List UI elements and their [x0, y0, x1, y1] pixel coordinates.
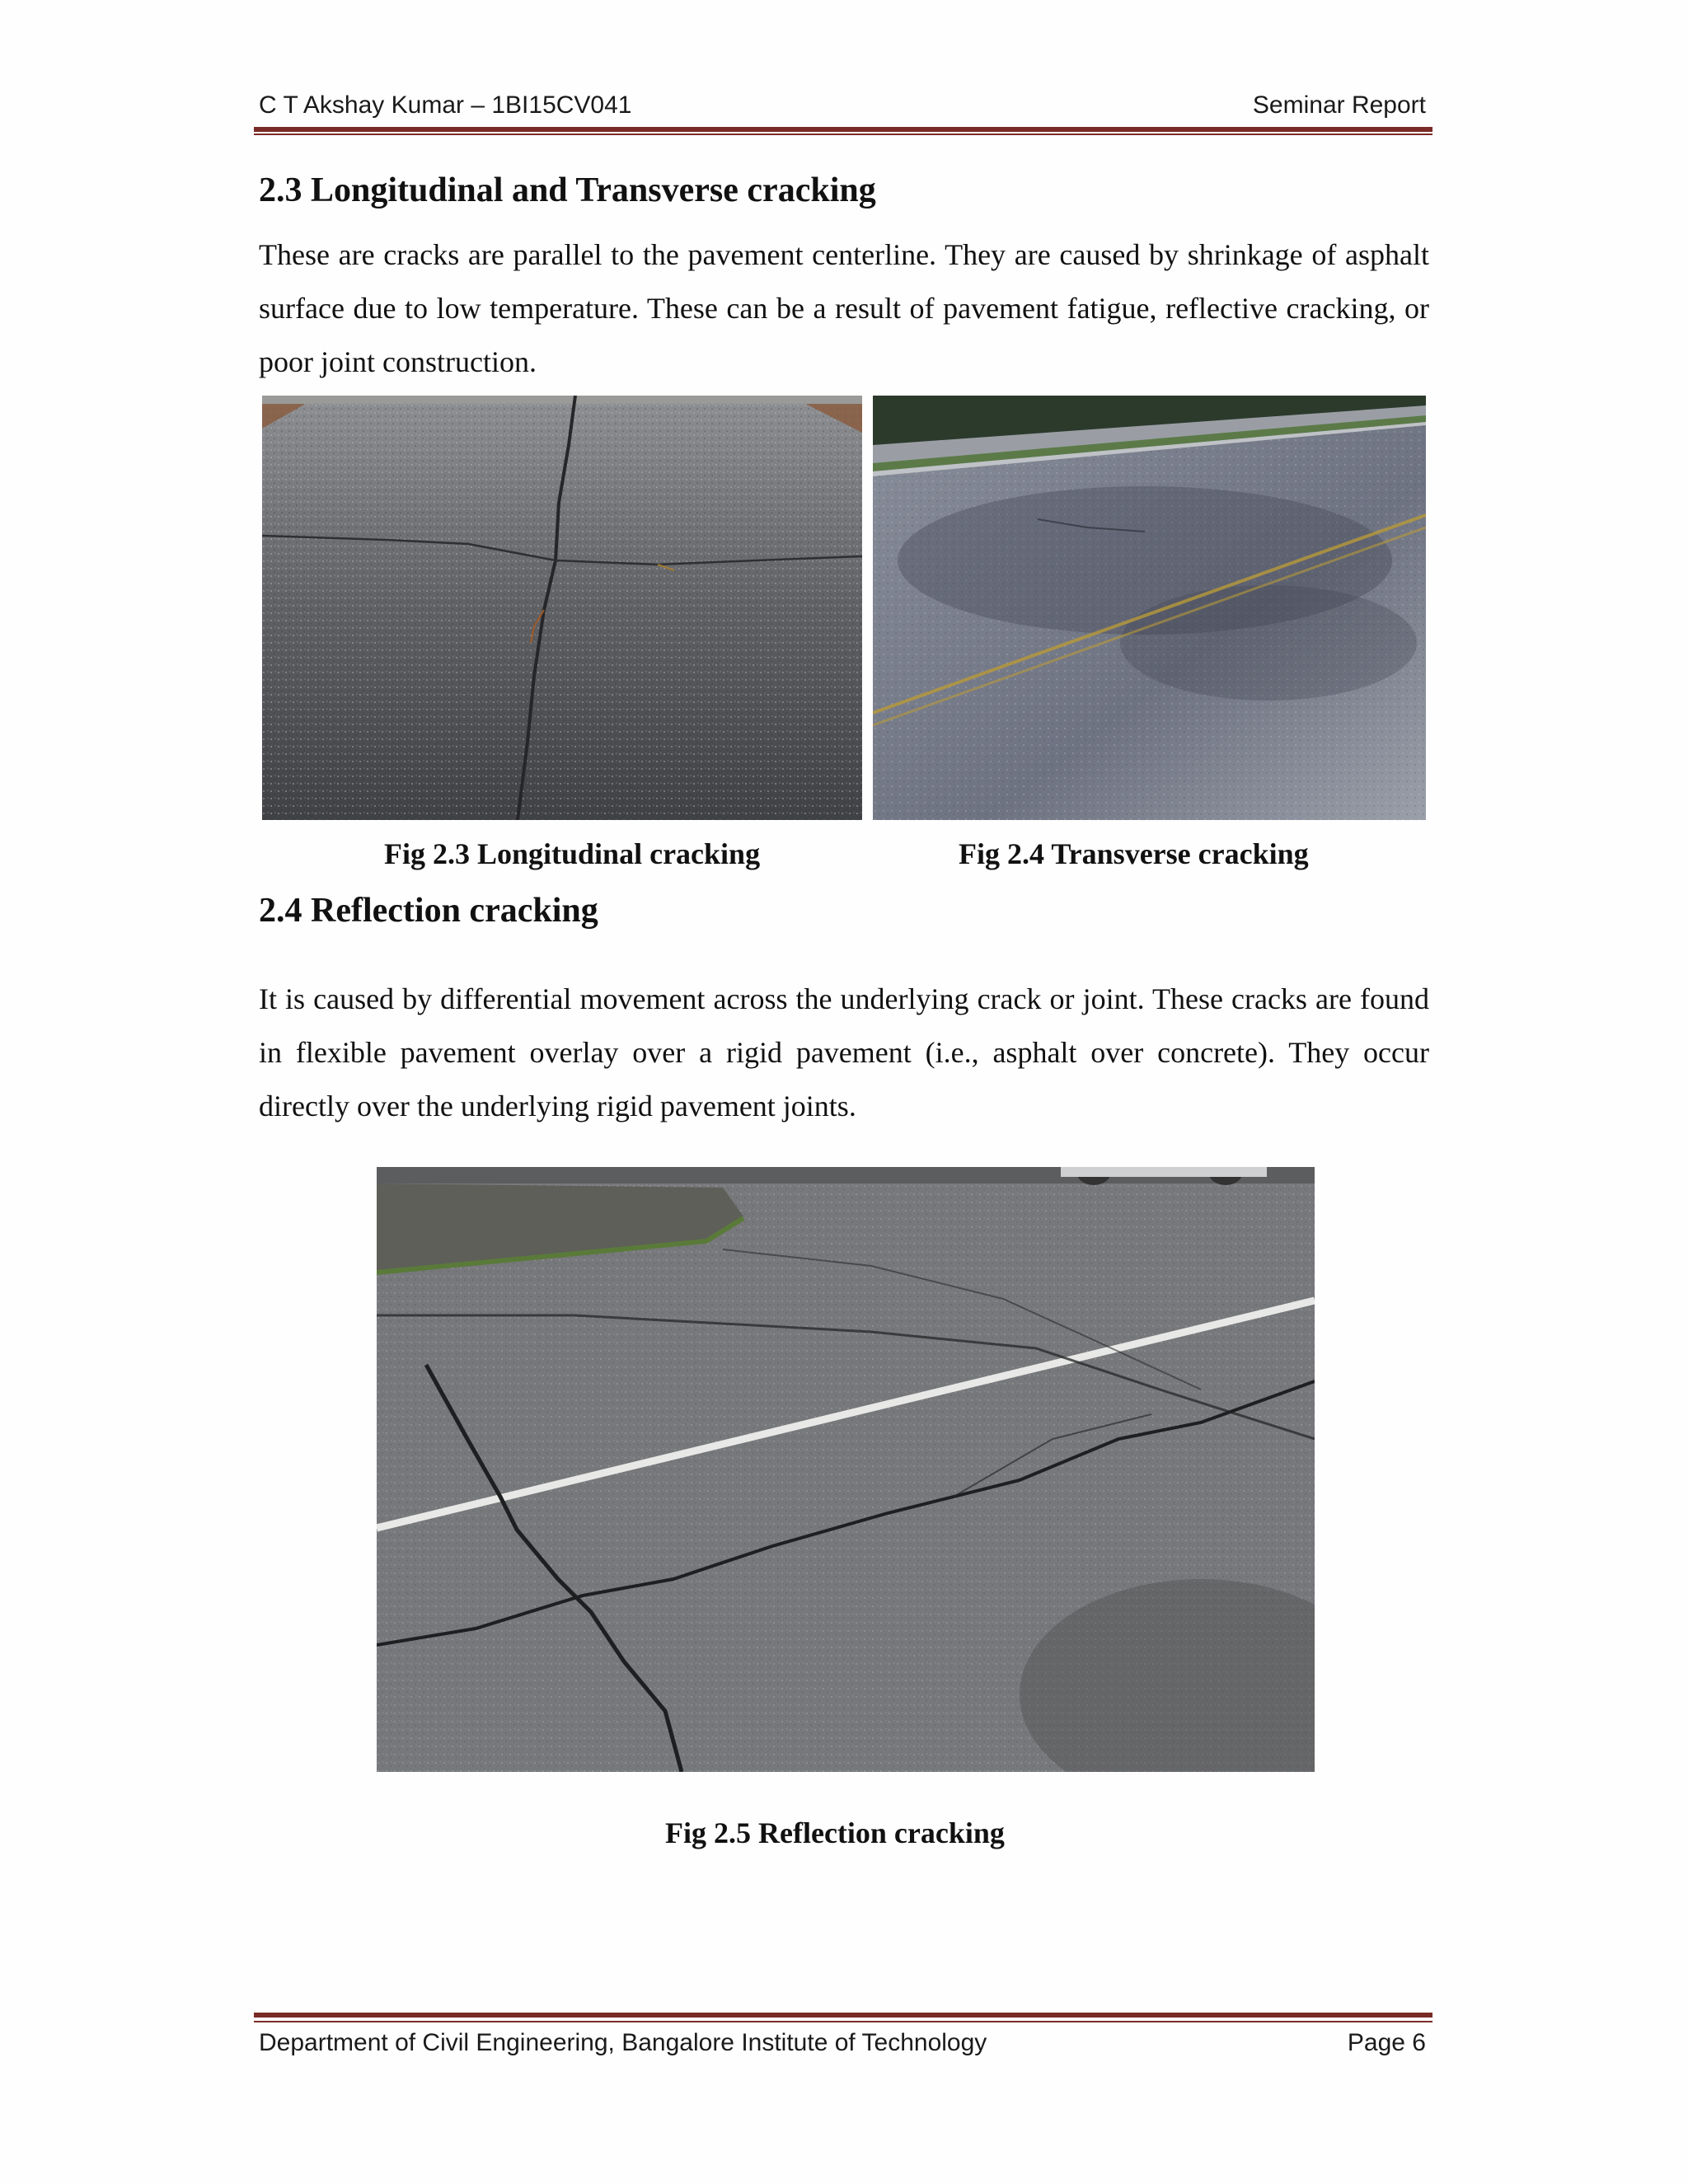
transverse-cracking-photo: [873, 396, 1426, 820]
fig-2-3-caption: Fig 2.3 Longitudinal cracking: [384, 837, 761, 870]
header-rule: [254, 127, 1432, 132]
page-number: Page 6: [1347, 2029, 1426, 2056]
footer-department: Department of Civil Engineering, Bangalore Institute of Technology: [259, 2029, 987, 2056]
fig-2-4-caption: Fig 2.4 Transverse cracking: [959, 837, 1309, 870]
section-2-3-paragraph: These are cracks are parallel to the pavement centerline. They are caused by shrinkage of asphalt surface due to low temperature. These can be a result of pavement fatigue, reflective cracking, or poor joint construction.: [259, 238, 1429, 378]
section-2-4-paragraph: It is caused by differential movement across the underlying crack or joint. These cracks are found in flexible pavement overlay over a rigid pavement (i.e., asphalt over concrete). They occur directly over the underlying rigid pavement joints.: [259, 982, 1429, 1122]
header-rule-thin: [254, 134, 1432, 135]
section-2-4-title: 2.4 Reflection cracking: [259, 892, 598, 930]
header-author: C T Akshay Kumar – 1BI15CV041: [259, 91, 632, 119]
footer-rule: [254, 2013, 1432, 2018]
reflection-cracking-photo: [377, 1167, 1315, 1772]
footer-rule-thin: [254, 2021, 1432, 2022]
section-2-3-title: 2.3 Longitudinal and Transverse cracking: [259, 171, 876, 209]
header-title: Seminar Report: [1252, 91, 1426, 119]
longitudinal-cracking-photo: [262, 396, 862, 820]
fig-2-5-caption: Fig 2.5 Reflection cracking: [665, 1816, 1005, 1849]
